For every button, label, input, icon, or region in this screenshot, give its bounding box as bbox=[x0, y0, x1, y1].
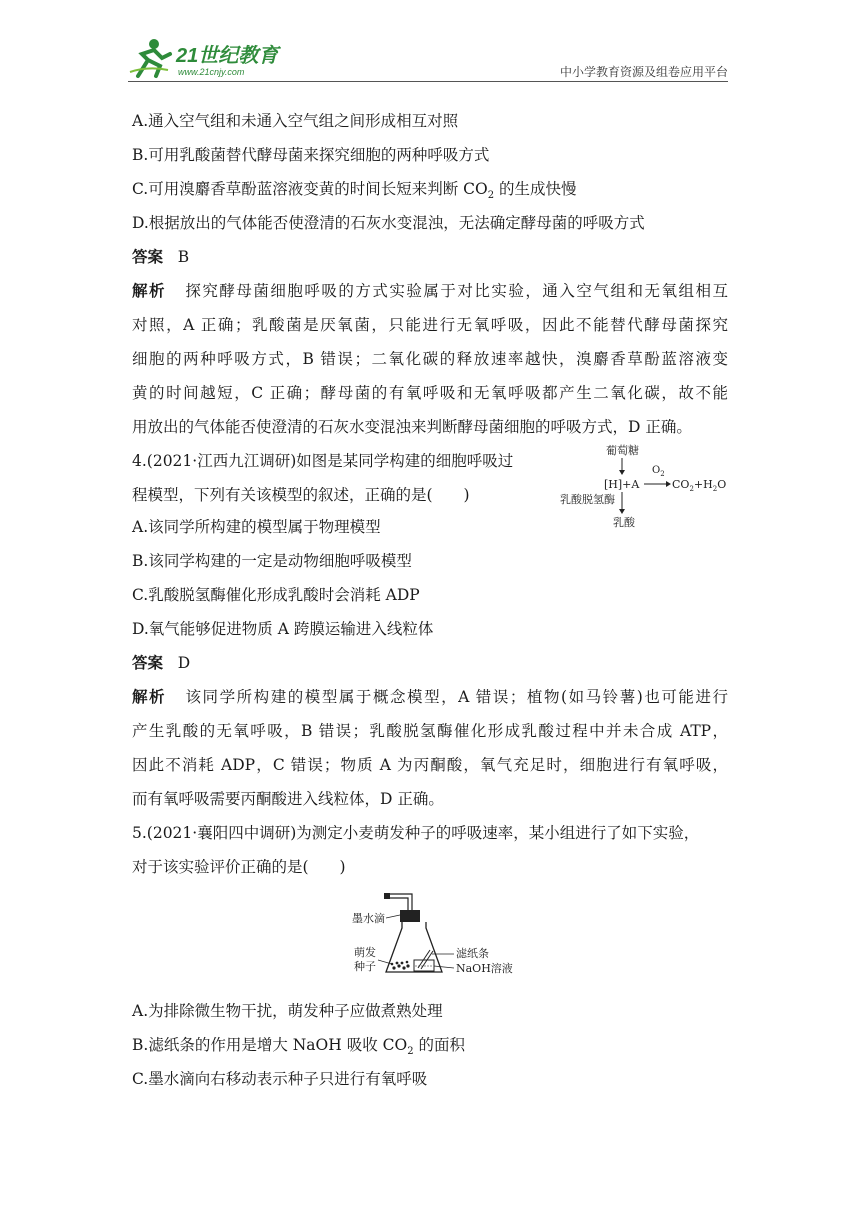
lactate-label: 乳酸 bbox=[613, 516, 635, 529]
q3-option-b: B.可用乳酸菌替代酵母菌来探究细胞的两种呼吸方式 bbox=[132, 146, 490, 164]
page-header bbox=[128, 36, 728, 82]
arrow-products-head bbox=[666, 481, 671, 487]
header-divider bbox=[128, 81, 728, 82]
q4-stem: 程模型，下列有关该模型的叙述，正确的是( ) bbox=[132, 486, 470, 504]
naoh-container bbox=[414, 960, 434, 971]
q4-analysis-line: 因此不消耗 ADP，C 错误；物质 A 为丙酮酸，氧气充足时，细胞进行有氧呼吸， bbox=[132, 756, 728, 774]
respiration-model-diagram bbox=[556, 440, 736, 530]
arrow-glucose-head bbox=[619, 470, 625, 475]
logo-url: www.21cnjy.com bbox=[178, 67, 245, 77]
products-label: $CO_2+H_2O$ bbox=[672, 478, 727, 493]
q4-analysis-line: 而有氧呼吸需要丙酮酸进入线粒体，D 正确。 bbox=[132, 790, 444, 808]
ink-drop-label: 墨水滴 bbox=[352, 912, 385, 925]
stopper bbox=[400, 910, 420, 922]
q5-stem: 5.(2021·襄阳四中调研)为测定小麦萌发种子的呼吸速率，某小组进行了如下实验， bbox=[132, 824, 700, 842]
q4-stem: 4.(2021·江西九江调研)如图是某同学构建的细胞呼吸过 bbox=[132, 452, 514, 470]
ink-drop bbox=[384, 893, 390, 899]
q3-analysis-line: 用放出的气体能否使澄清的石灰水变混浊来判断酵母菌细胞的呼吸方式，D 正确。 bbox=[132, 418, 692, 436]
q4-analysis-line: 产生乳酸的无氧呼吸，B 错误；乳酸脱氢酶催化形成乳酸过程中并未合成 ATP， bbox=[132, 722, 728, 740]
q3-option-c: C.可用溴麝香草酚蓝溶液变黄的时间长短来判断 $CO_2$ 的生成快慢 bbox=[132, 180, 577, 202]
q5-option-c: C.墨水滴向右移动表示种子只进行有氧呼吸 bbox=[132, 1070, 428, 1088]
runner-icon bbox=[130, 39, 170, 76]
q5-option-a: A.为排除微生物干扰，萌发种子应做煮熟处理 bbox=[132, 1002, 443, 1020]
q4-option-b: B.该同学构建的一定是动物细胞呼吸模型 bbox=[132, 552, 412, 570]
logo-text: 21世纪教育 bbox=[176, 45, 279, 67]
q4-option-d: D.氧气能够促进物质 A 跨膜运输进入线粒体 bbox=[132, 620, 434, 638]
q3-option-d: D.根据放出的气体能否使澄清的石灰水变混浊，无法确定酵母菌的呼吸方式 bbox=[132, 214, 645, 232]
q5-option-b: B.滤纸条的作用是增大 NaOH 吸收 $CO_2$ 的面积 bbox=[132, 1036, 466, 1058]
naoh-label: NaOH溶液 bbox=[456, 962, 513, 975]
q3-option-a: A.通入空气组和未通入空气组之间形成相互对照 bbox=[132, 112, 459, 130]
q4-answer: 答案 D bbox=[132, 653, 191, 672]
h-a-label: [H]+A bbox=[604, 478, 640, 491]
q3-analysis-line: 解析 探究酵母菌细胞呼吸的方式实验属于对比实验，通入空气组和无氧组相互 bbox=[132, 281, 728, 300]
q3-analysis-line: 细胞的两种呼吸方式，B 错误；二氧化碳的释放速率越快，溴麝香草酚蓝溶液变 bbox=[132, 350, 728, 368]
o2-label: $O_2$ bbox=[652, 465, 665, 478]
q4-analysis-line: 解析 该同学所构建的模型属于概念模型，A 错误；植物(如马铃薯)也可能进行 bbox=[132, 687, 729, 706]
q3-analysis-line: 黄的时间越短，C 正确；酵母菌的有氧呼吸和无氧呼吸都产生二氧化碳，故不能 bbox=[132, 384, 728, 402]
q4-option-c: C.乳酸脱氢酶催化形成乳酸时会消耗 ADP bbox=[132, 586, 420, 604]
seeds-label: 萌发 bbox=[354, 946, 376, 959]
site-logo bbox=[128, 36, 298, 80]
q3-analysis-line: 对照，A 正确；乳酸菌是厌氧菌，只能进行无氧呼吸，因此不能替代酵母菌探究 bbox=[132, 316, 728, 334]
q3-answer: 答案 B bbox=[132, 247, 190, 266]
q5-stem: 对于该实验评价正确的是( ) bbox=[132, 858, 346, 876]
enzyme-label: 乳酸脱氢酶 bbox=[560, 493, 615, 506]
platform-name: 中小学教育资源及组卷应用平台 bbox=[559, 65, 728, 79]
filter-paper-label: 滤纸条 bbox=[456, 947, 489, 960]
seed-respiration-apparatus bbox=[348, 888, 518, 984]
glucose-label: 葡萄糖 bbox=[606, 444, 639, 457]
seeds-label: 种子 bbox=[354, 960, 376, 973]
q4-option-a: A.该同学所构建的模型属于物理模型 bbox=[132, 518, 381, 536]
arrow-lactate-head bbox=[619, 509, 625, 514]
seeds bbox=[391, 961, 410, 970]
